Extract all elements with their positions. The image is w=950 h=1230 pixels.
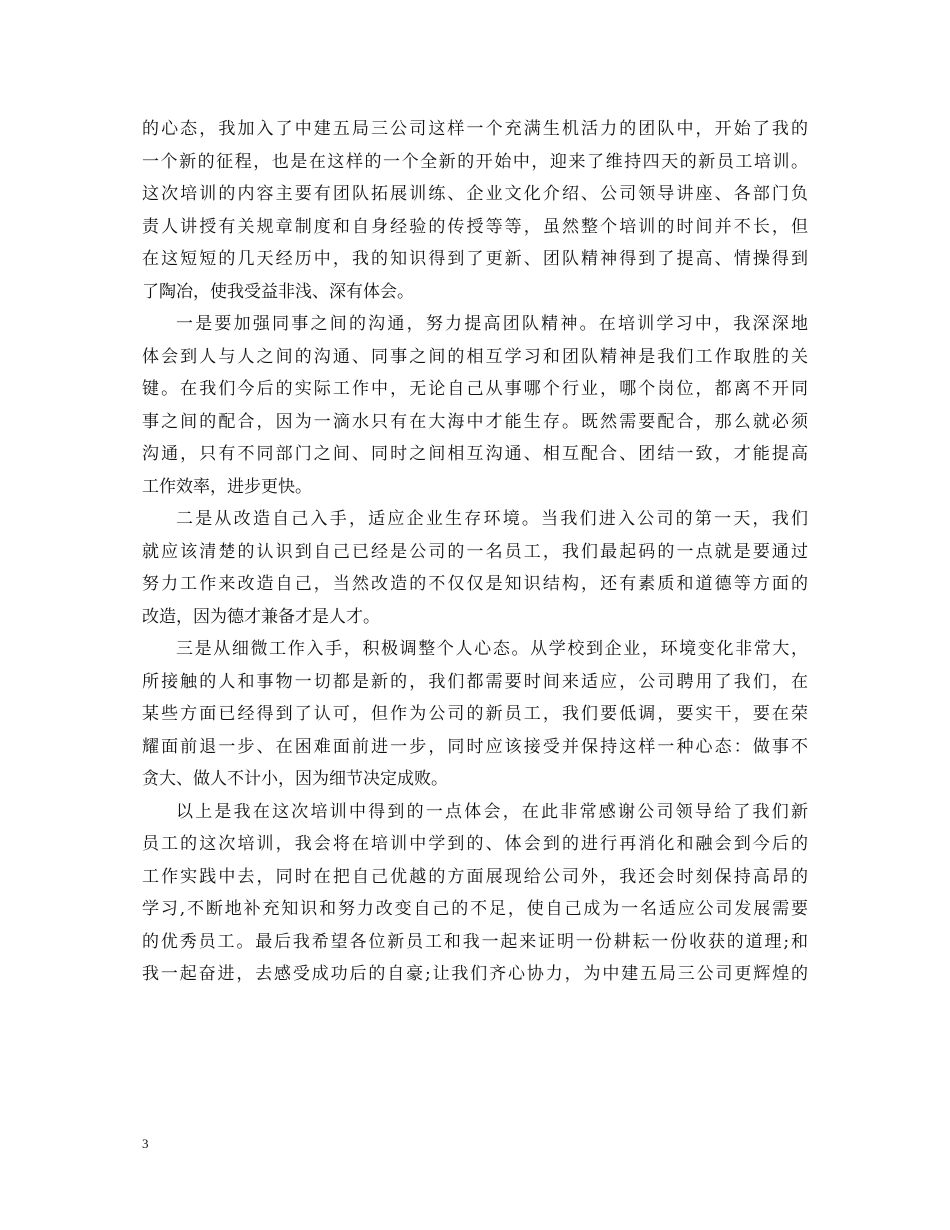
text-line: 改造，因为德才兼备才是人才。 (142, 606, 380, 627)
text-line: 键。在我们今后的实际工作中，无论自己从事哪个行业，哪个岗位，都离不开同 (142, 379, 808, 399)
page-number: 3 (142, 1136, 149, 1151)
text-line: 贪大、做人不计小，因为细节决定成败。 (142, 769, 448, 789)
text-line: 就应该清楚的认识到自己已经是公司的一名员工，我们最起码的一点就是要通过 (142, 541, 808, 562)
text-line: 努力工作来改造自己，当然改造的不仅仅是知识结构，还有素质和道德等方面的 (142, 574, 808, 594)
text-line: 这次培训的内容主要有团队拓展训练、企业文化介绍、公司领导讲座、各部门负 (142, 184, 808, 204)
text-line: 员工的这次培训，我会将在培训中学到的、体会到的进行再消化和融会到今后的 (142, 834, 808, 854)
text-line: 事之间的配合，因为一滴水只有在大海中才能生存。既然需要配合，那么就必须 (142, 411, 808, 432)
text-line: 我一起奋进，去感受成功后的自豪;让我们齐心协力，为中建五局三公司更辉煌的 (142, 964, 808, 984)
text-line: 的优秀员工。最后我希望各位新员工和我一起来证明一份耕耘一份收获的道理;和 (142, 931, 808, 952)
text-line: 了陶冶，使我受益非浅、深有体会。 (142, 281, 414, 302)
text-line: 一是要加强同事之间的沟通，努力提高团队精神。在培训学习中，我深深地 (176, 314, 808, 334)
text-line: 所接触的人和事物一切都是新的，我们都需要时间来适应，公司聘用了我们，在 (142, 671, 808, 692)
text-line: 沟通，只有不同部门之间、同时之间相互沟通、相互配合、团结一致，才能提高 (142, 444, 808, 464)
text-line: 工作效率，进步更快。 (142, 476, 312, 497)
text-line: 二是从改造自己入手，适应企业生存环境。当我们进入公司的第一天，我们 (176, 509, 808, 529)
text-line: 一个新的征程，也是在这样的一个全新的开始中，迎来了维持四天的新员工培训。 (142, 151, 808, 172)
text-line: 学习,不断地补充知识和努力改变自己的不足，使自己成为一名适应公司发展需要 (142, 899, 808, 919)
body-text (142, 113, 808, 991)
text-line: 的心态，我加入了中建五局三公司这样一个充满生机活力的团队中，开始了我的 (142, 119, 808, 139)
text-line: 责人讲授有关规章制度和自身经验的传授等等，虽然整个培训的时间并不长，但 (142, 216, 808, 237)
text-line: 工作实践中去，同时在把自己优越的方面展现给公司外，我还会时刻保持高昂的 (142, 866, 808, 887)
text-line: 以上是我在这次培训中得到的一点体会，在此非常感谢公司领导给了我们新 (176, 801, 808, 822)
text-line: 某些方面已经得到了认可，但作为公司的新员工，我们要低调，要实干，要在荣 (142, 704, 808, 724)
text-line: 体会到人与人之间的沟通、同事之间的相互学习和团队精神是我们工作取胜的关 (142, 346, 808, 367)
text-line: 耀面前退一步、在困难面前进一步，同时应该接受并保持这样一种心态：做事不 (142, 736, 808, 757)
text-line: 在这短短的几天经历中，我的知识得到了更新、团队精神得到了提高、情操得到 (142, 249, 808, 269)
text-line: 三是从细微工作入手，积极调整个人心态。从学校到企业，环境变化非常大， (176, 639, 808, 659)
